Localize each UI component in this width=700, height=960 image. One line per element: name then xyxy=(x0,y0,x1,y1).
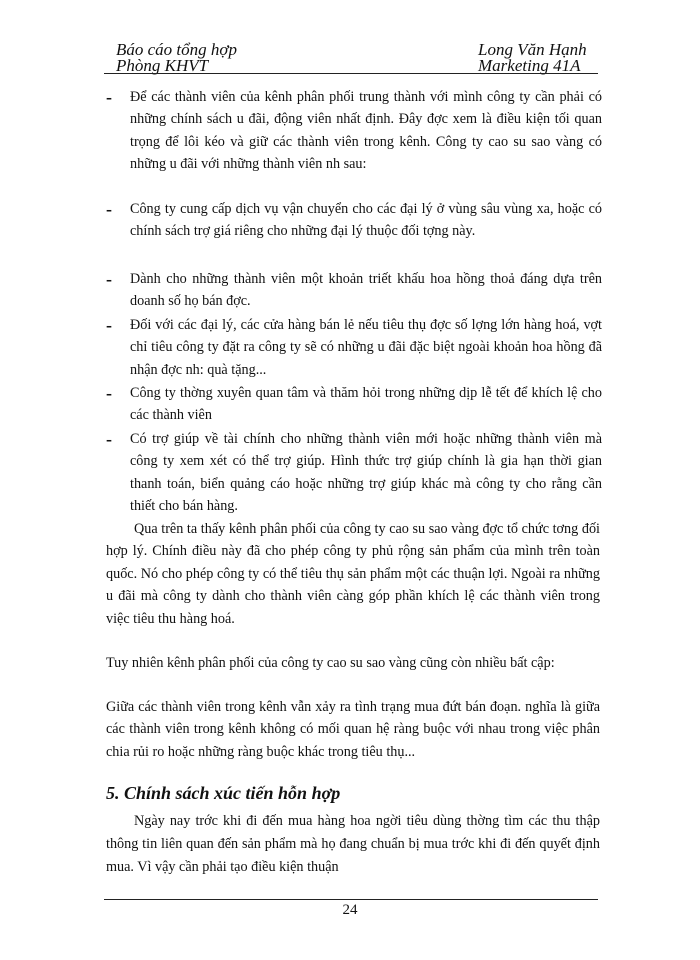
detail-paragraph: Giữa các thành viên trong kênh vẫn xảy ra tình trạng mua đứt bán đoạn. nghĩa là giữa các thành viên trong kênh không có mối quan hệ ràng buộc với nhau trong việc phân chia rủi ro hoặc những ràng buộc khác trong tiêu thụ... xyxy=(106,699,600,760)
bullet-dash-icon: - xyxy=(106,429,112,449)
class-name: Marketing 41A xyxy=(478,56,581,75)
bullet-dash-icon: - xyxy=(106,199,112,219)
bullet-dash-icon: - xyxy=(106,315,112,335)
list-item-text: Có trợ giúp về tài chính cho những thành viên mới hoặc những thành viên mà công ty xem xét có thể trợ giúp. Hình thức trợ giúp chính là gia hạn thời gian thanh toán, biển quảng cáo hoặc những trợ giúp khác mà công ty cho rằng cần thiết cho bán hàng. xyxy=(130,431,602,514)
bullet-dash-icon: - xyxy=(106,383,112,403)
bullet-dash-icon: - xyxy=(106,87,112,107)
list-item-text: Dành cho những thành viên một khoản triết khấu hoa hồng thoả đáng dựa trên doanh số họ bán đợc. xyxy=(130,271,602,310)
limitation-paragraph: Tuy nhiên kênh phân phối của công ty cao su sao vàng cũng còn nhiều bất cập: xyxy=(106,655,555,671)
author-name: Long Văn Hạnh xyxy=(478,40,587,59)
header-rule xyxy=(104,73,598,74)
list-item-text: Đối với các đại lý, các cửa hàng bán lẻ nếu tiêu thụ đợc số lợng lớn hàng hoá, vợt chỉ tiêu công ty đặt ra công ty sẽ có những u đãi đặc biệt ngoài khoản hoa hồng đã nhận đợc nh: quà tặng... xyxy=(130,317,602,378)
summary-paragraph: Qua trên ta thấy kênh phân phối của công ty cao su sao vàng đợc tổ chức tơng đối hợp lý. Chính điều này đã cho phép công ty phủ rộng sản phẩm của mình trên toàn quốc. Nó cho phép công ty có thể tiêu thụ sản phẩm một các thuận lợi. Ngoài ra những u đãi mà công ty dành cho thành viên càng góp phần khích lệ các thành viên trong việc tiêu thu hàng hoá. xyxy=(106,521,600,627)
page-number: 24 xyxy=(342,902,358,918)
list-item-text: Công ty cung cấp dịch vụ vận chuyển cho các đại lý ở vùng sâu vùng xa, hoặc có chính sách trợ giá riêng cho những đại lý thuộc đối tợng này. xyxy=(130,201,602,240)
footer-rule xyxy=(104,899,598,900)
bullet-dash-icon: - xyxy=(106,269,112,289)
list-item-text: Công ty thờng xuyên quan tâm và thăm hỏi trong những dịp lễ tết để khích lệ cho các thành viên xyxy=(130,385,602,424)
list-item-text: Để các thành viên của kênh phân phối trung thành với mình công ty cần phải có những chính sách u đãi, động viên nhất định. Đây đợc xem là điều kiện tối quan trọng để lôi kéo và giữ các thành viên trong kênh. Công ty cao su sao vàng có những u đãi với những thành viên nh sau: xyxy=(130,89,602,172)
section-heading: 5. Chính sách xúc tiến hỗn hợp xyxy=(106,783,341,803)
section-body: Ngày nay trớc khi đi đến mua hàng hoa ngời tiêu dùng thờng tìm các thu thập thông tin liên quan đến sản phẩm mà họ đang chuẩn bị mua trớc khi đi đến quyết định mua. Vì vậy cần phải tạo điều kiện thuận xyxy=(106,813,600,875)
report-title: Báo cáo tổng hợp xyxy=(116,40,237,59)
department-name: Phòng KHVT xyxy=(116,56,209,75)
